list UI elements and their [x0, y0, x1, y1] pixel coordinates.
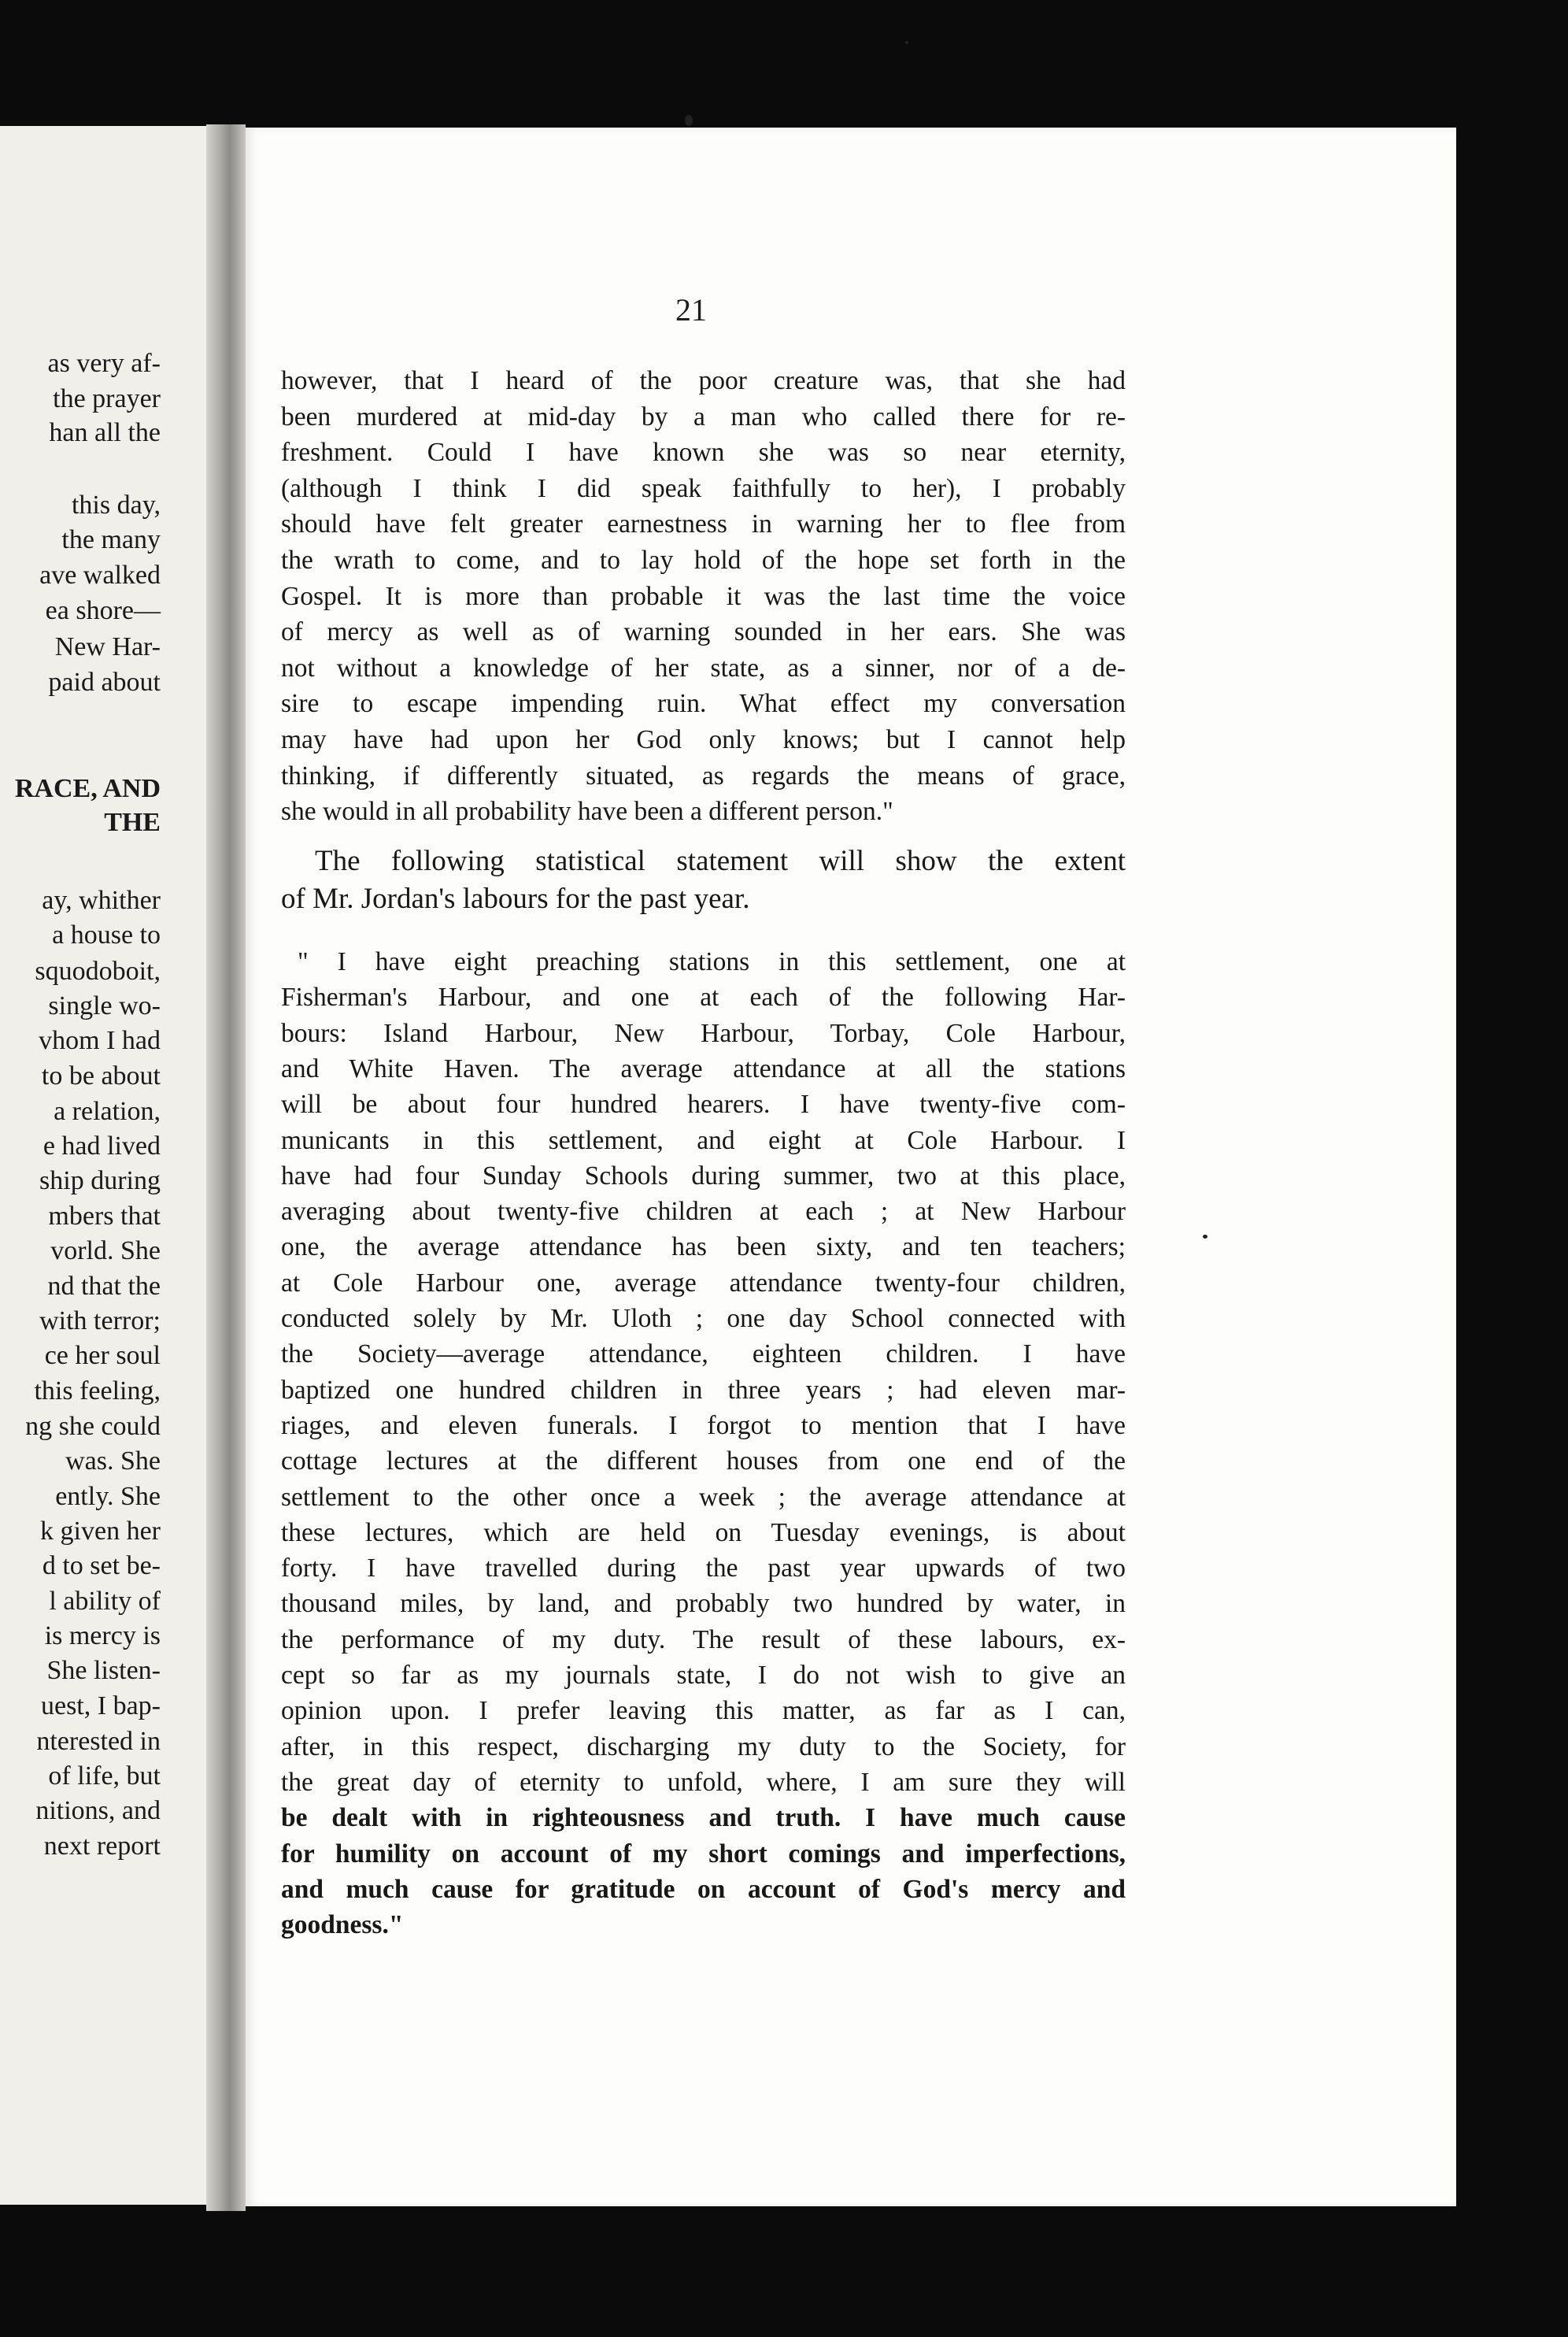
paragraph-3-line: after, in this respect, discharging my duty to the Society, for: [281, 1731, 1126, 1761]
paragraph-1-line: thinking, if differently situated, as regards the means of grace,: [281, 761, 1126, 791]
left-page-line: to be about: [41, 1061, 161, 1091]
paragraph-3-line: will be about four hundred hearers. I have twenty-five com-: [281, 1090, 1126, 1120]
left-page-line: next report: [43, 1831, 161, 1861]
paragraph-2-line: The following statistical statement will show the extent: [315, 845, 1126, 877]
paragraph-1-line: Gospel. It is more than probable it was the last time the voice: [281, 581, 1126, 611]
paragraph-3-line: be dealt with in righteousness and truth. I have much cause: [281, 1803, 1126, 1833]
left-page-line: han all the: [49, 418, 161, 447]
paragraph-3-line: have had four Sunday Schools during summer, two at this place,: [281, 1161, 1126, 1191]
dust-speck: [905, 41, 908, 44]
left-page-line: vorld. She: [50, 1236, 161, 1265]
left-page-line: ently. She: [55, 1482, 161, 1511]
paragraph-3-line: conducted solely by Mr. Uloth ; one day School connected with: [281, 1304, 1126, 1333]
left-page-line: ave walked: [39, 561, 161, 590]
paragraph-3-line: averaging about twenty-five children at each ; at New Harbour: [281, 1197, 1126, 1227]
paragraph-1-line: not without a knowledge of her state, as a sinner, nor of a de-: [281, 653, 1126, 683]
paragraph-3-line: and White Haven. The average attendance at all the stations: [281, 1054, 1126, 1083]
left-page-line: single wo-: [48, 991, 161, 1020]
paragraph-3-line: these lectures, which are held on Tuesday evenings, is about: [281, 1517, 1126, 1547]
paragraph-1-line: however, that I heard of the poor creature was, that she had: [281, 366, 1126, 395]
paragraph-1-line: should have felt greater earnestness in warning her to flee from: [281, 509, 1126, 539]
left-page-line: paid about: [48, 668, 161, 697]
paragraph-3-line: settlement to the other once a week ; the average attendance at: [281, 1482, 1126, 1512]
left-page-line: THE: [104, 808, 161, 837]
left-page-line: l ability of: [49, 1587, 161, 1616]
left-page-line: the many: [61, 525, 161, 554]
dust-speck: [1203, 1235, 1207, 1239]
paragraph-3-line: thousand miles, by land, and probably two hundred by water, in: [281, 1589, 1126, 1619]
paragraph-3-line: bours: Island Harbour, New Harbour, Torbay, Cole Harbour,: [281, 1018, 1126, 1048]
left-page-line: vhom I had: [39, 1026, 161, 1055]
paragraph-3-line: " I have eight preaching stations in this settlement, one at: [298, 947, 1126, 976]
left-page-line: nd that the: [47, 1272, 161, 1301]
paragraph-1-line: of mercy as well as of warning sounded in her ears. She was: [281, 617, 1126, 647]
paragraph-3-line: municants in this settlement, and eight at Cole Harbour. I: [281, 1125, 1126, 1155]
paragraph-3-line: the Society—average attendance, eighteen children. I have: [281, 1339, 1126, 1369]
left-page-line: is mercy is: [44, 1621, 161, 1650]
paragraph-3-line: at Cole Harbour one, average attendance twenty-four children,: [281, 1268, 1126, 1298]
left-page-line: squodoboit,: [35, 957, 161, 986]
left-page-fragment: [0, 126, 206, 2205]
paragraph-2-line: of Mr. Jordan's labours for the past year.: [281, 883, 750, 915]
left-page-line: nterested in: [36, 1727, 161, 1756]
paragraph-3-line: the performance of my duty. The result of these labours, ex-: [281, 1624, 1126, 1654]
left-page-line: k given her: [40, 1517, 161, 1546]
dust-speck: [685, 115, 693, 126]
left-page-line: this feeling,: [34, 1376, 161, 1406]
left-page-line: e had lived: [43, 1131, 161, 1161]
paragraph-1-line: may have had upon her God only knows; but I cannot help: [281, 725, 1126, 754]
left-page-line: d to set be-: [42, 1551, 161, 1580]
paragraph-3-line: opinion upon. I prefer leaving this matter, as far as I can,: [281, 1696, 1126, 1726]
paragraph-1-line: been murdered at mid-day by a man who called there for re-: [281, 402, 1126, 431]
left-page-line: a house to: [52, 920, 161, 950]
left-page-line: of life, but: [48, 1761, 161, 1791]
paragraph-3-line: one, the average attendance has been sixty, and ten teachers;: [281, 1232, 1126, 1262]
paragraph-3-line: baptized one hundred children in three years ; had eleven mar-: [281, 1375, 1126, 1405]
left-page-line: mbers that: [48, 1202, 161, 1231]
left-page-line: ce her soul: [44, 1341, 161, 1370]
left-page-line: nitions, and: [35, 1796, 161, 1825]
paragraph-1-line: the wrath to come, and to lay hold of the hope set forth in the: [281, 546, 1126, 575]
left-page-line: a relation,: [54, 1097, 161, 1126]
left-page-line: with terror;: [39, 1306, 161, 1335]
left-page-line: ship during: [39, 1166, 161, 1195]
page-number: 21: [675, 292, 707, 328]
paragraph-3-line: cept so far as my journals state, I do not wish to give an: [281, 1661, 1126, 1690]
paragraph-3-line: for humility on account of my short comings and imperfections,: [281, 1839, 1126, 1868]
left-page-line: was. She: [65, 1446, 161, 1476]
left-page-line: uest, I bap-: [40, 1691, 161, 1720]
paragraph-1-line: freshment. Could I have known she was so near eternity,: [281, 438, 1126, 468]
paragraph-3-line: riages, and eleven funerals. I forgot to mention that I have: [281, 1410, 1126, 1440]
left-page-line: ng she could: [25, 1412, 161, 1441]
paragraph-1-line: she would in all probability have been a different person.": [281, 797, 893, 827]
paragraph-1-line: (although I think I did speak faithfully to her), I probably: [281, 473, 1126, 503]
left-page-line: RACE, AND: [14, 774, 161, 803]
paragraph-3-line: and much cause for gratitude on account of God's mercy and: [281, 1874, 1126, 1904]
paragraph-3-line: cottage lectures at the different houses from one end of the: [281, 1446, 1126, 1476]
paragraph-3-line: goodness.": [281, 1910, 404, 1940]
left-page-line: this day,: [71, 491, 161, 520]
paragraph-3-line: Fisherman's Harbour, and one at each of the following Har-: [281, 983, 1126, 1013]
left-page-line: New Har-: [54, 632, 161, 661]
left-page-line: She listen-: [46, 1656, 161, 1685]
left-page-line: ea shore—: [45, 596, 161, 625]
book-gutter: [206, 124, 246, 2211]
left-page-line: the prayer: [53, 384, 161, 413]
paragraph-1-line: sire to escape impending ruin. What effect my conversation: [281, 689, 1126, 719]
paragraph-3-line: forty. I have travelled during the past year upwards of two: [281, 1554, 1126, 1583]
paragraph-3-line: the great day of eternity to unfold, where, I am sure they will: [281, 1767, 1126, 1797]
left-page-line: ay, whither: [42, 886, 161, 915]
left-page-line: as very af-: [47, 349, 161, 378]
